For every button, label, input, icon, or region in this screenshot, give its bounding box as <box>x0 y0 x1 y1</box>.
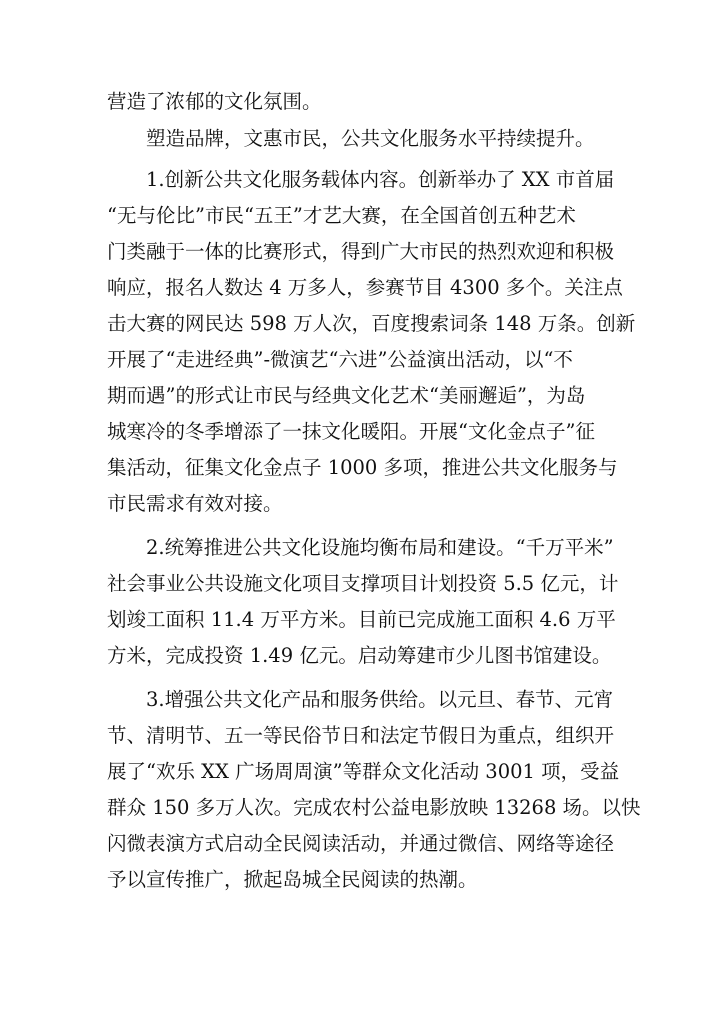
text-line: 节、清明节、五一等民俗节日和法定节假日为重点，组织开 <box>107 724 615 747</box>
text-line: 方米，完成投资 1.49 亿元。启动筹建市少儿图书馆建设。 <box>107 644 612 667</box>
text-line: 社会事业公共设施文化项目支撑项目计划投资 5.5 亿元，计 <box>107 572 619 595</box>
text-line: 群众 150 多万人次。完成农村公益电影放映 13268 场。以快 <box>107 796 641 819</box>
text-line: 城寒冷的冬季增添了一抹文化暖阳。开展“文化金点子”征 <box>107 420 595 443</box>
item-heading-2: 2.统筹推进公共文化设施均衡布局和建设。“千万平米” <box>146 536 614 559</box>
text-line: 期而遇”的形式让市民与经典文化艺术“美丽邂逅”，为岛 <box>107 384 586 407</box>
text-line: 门类融于一体的比赛形式，得到广大市民的热烈欢迎和积极 <box>107 240 615 263</box>
text-line: 营造了浓郁的文化氛围。 <box>107 90 322 113</box>
text-line: “无与伦比”市民“五王”才艺大赛，在全国首创五种艺术 <box>107 204 576 227</box>
text-line: 划竣工面积 11.4 万平方米。目前已完成施工面积 4.6 万平 <box>107 608 616 631</box>
text-line: 开展了“走进经典”-微演艺“六进”公益演出活动，以“不 <box>107 348 573 371</box>
text-line: 闪微表演方式启动全民阅读活动，并通过微信、网络等途径 <box>107 832 615 855</box>
text-line: 市民需求有效对接。 <box>107 492 283 515</box>
text-line: 击大赛的网民达 598 万人次，百度搜索词条 148 万条。创新 <box>107 312 636 335</box>
section-heading: 塑造品牌，文惠市民，公共文化服务水平持续提升。 <box>146 127 595 150</box>
item-heading-1: 1.创新公共文化服务载体内容。创新举办了 XX 市首届 <box>146 168 615 191</box>
text-line: 展了“欢乐 XX 广场周周演”等群众文化活动 3001 项，受益 <box>107 760 620 783</box>
text-line: 予以宣传推广，掀起岛城全民阅读的热潮。 <box>107 868 478 891</box>
item-heading-3: 3.增强公共文化产品和服务供给。以元旦、春节、元宵 <box>146 688 614 711</box>
text-line: 响应，报名人数达 4 万多人，参赛节目 4300 多个。关注点 <box>107 276 623 299</box>
text-line: 集活动，征集文化金点子 1000 多项，推进公共文化服务与 <box>107 456 618 479</box>
